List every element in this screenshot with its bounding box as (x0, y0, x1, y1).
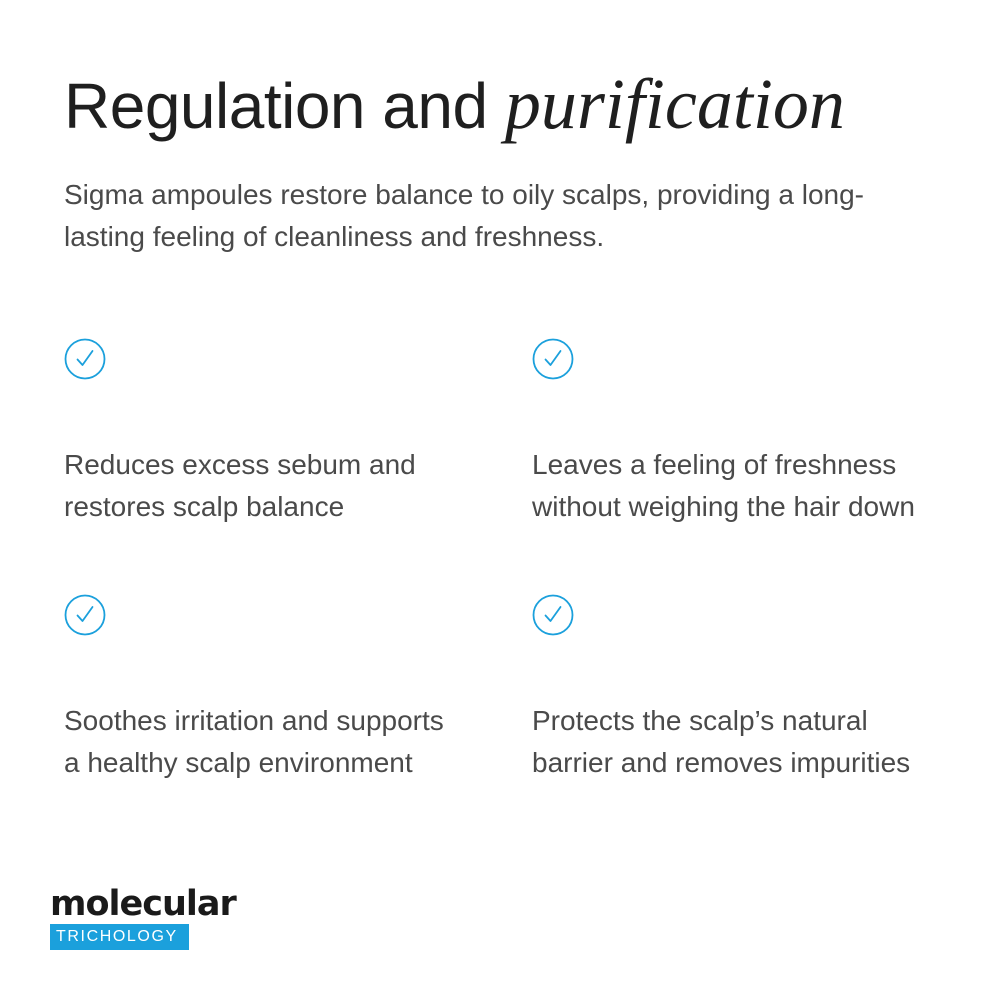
feature-text: Soothes irritation and supports a healthy scalp environment (64, 705, 444, 778)
check-circle-icon (532, 338, 574, 380)
feature-item (532, 338, 932, 528)
page-title (64, 62, 845, 148)
brand-logo (50, 884, 236, 950)
check-circle-icon (532, 594, 574, 636)
check-circle-icon (64, 594, 106, 636)
check-circle-icon (64, 338, 106, 380)
page-subtitle: Sigma ampoules restore balance to oily scalps, providing a long-lasting feeling of cleanliness and freshness. (64, 179, 864, 252)
feature-item (64, 338, 464, 528)
brand-name: molecular (50, 884, 236, 924)
title-accent: purification (504, 64, 845, 144)
feature-text: Leaves a feeling of freshness without weighing the hair down (532, 449, 915, 522)
feature-text: Protects the scalp’s natural barrier and removes impurities (532, 705, 911, 778)
feature-text: Reduces excess sebum and restores scalp balance (64, 449, 416, 522)
feature-item (532, 594, 932, 784)
feature-item (64, 594, 464, 784)
brand-tagline: TRICHOLOGY (50, 924, 189, 950)
title-plain: Regulation and (64, 70, 488, 142)
